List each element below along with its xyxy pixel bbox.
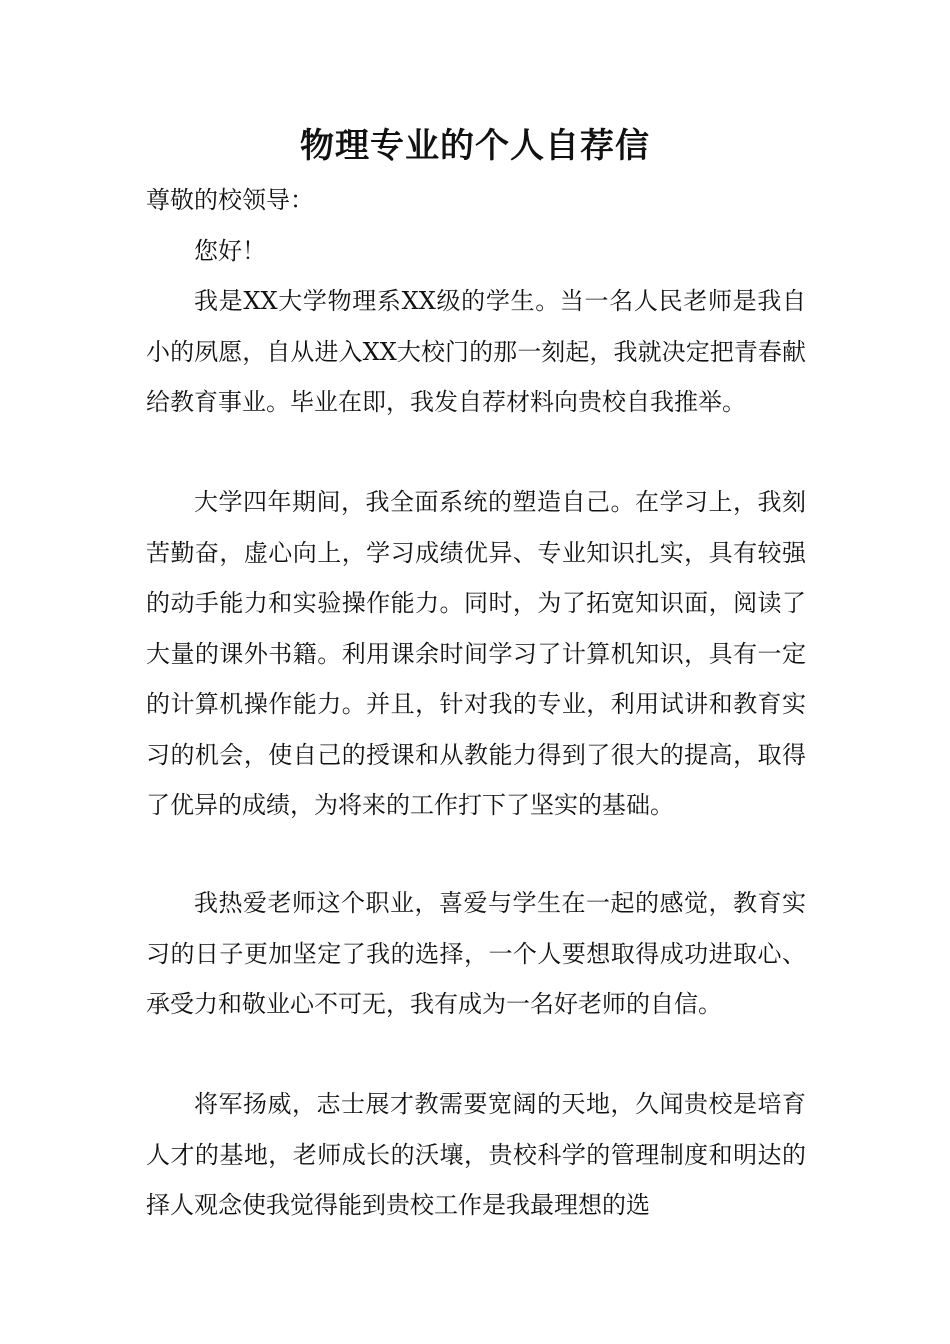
greeting: 您好！ xyxy=(194,237,266,265)
paragraph-3: 我热爱老师这个职业，喜爱与学生在一起的感觉，教育实习的日子更加坚定了我的选择，一个人要想取得成功进取心、承受力和敬业心不可无，我有成为一名好老师的自信。 xyxy=(146,889,806,1018)
paragraph-2: 大学四年期间，我全面系统的塑造自己。在学习上，我刻苦勤奋，虚心向上，学习成绩优异、专业知识扎实，具有较强的动手能力和实验操作能力。同时，为了拓宽知识面，阅读了大量的课外书籍。利用课余时间学习了计算机知识，具有一定的计算机操作能力。并且，针对我的专业，利用试讲和教育实习的机会，使自己的授课和从教能力得到了很大的提高，取得了优异的成绩，为将来的工作打下了坚实的基础。 xyxy=(146,488,806,819)
paragraph-4: 将军扬威，志士展才教需要宽阔的天地，久闻贵校是培育人才的基地，老师成长的沃壤，贵校科学的管理制度和明达的择人观念使我觉得能到贵校工作是我最理想的选 xyxy=(146,1090,806,1219)
paragraph-1: 我是XX大学物理系XX级的学生。当一名人民老师是我自小的夙愿，自从进入XX大校门的那一刻起，我就决定把青春献给教育事业。毕业在即，我发自荐材料向贵校自我推举。 xyxy=(146,287,806,416)
salutation: 尊敬的校领导： xyxy=(146,186,314,214)
document-title: 物理专业的个人自荐信 xyxy=(300,126,650,166)
